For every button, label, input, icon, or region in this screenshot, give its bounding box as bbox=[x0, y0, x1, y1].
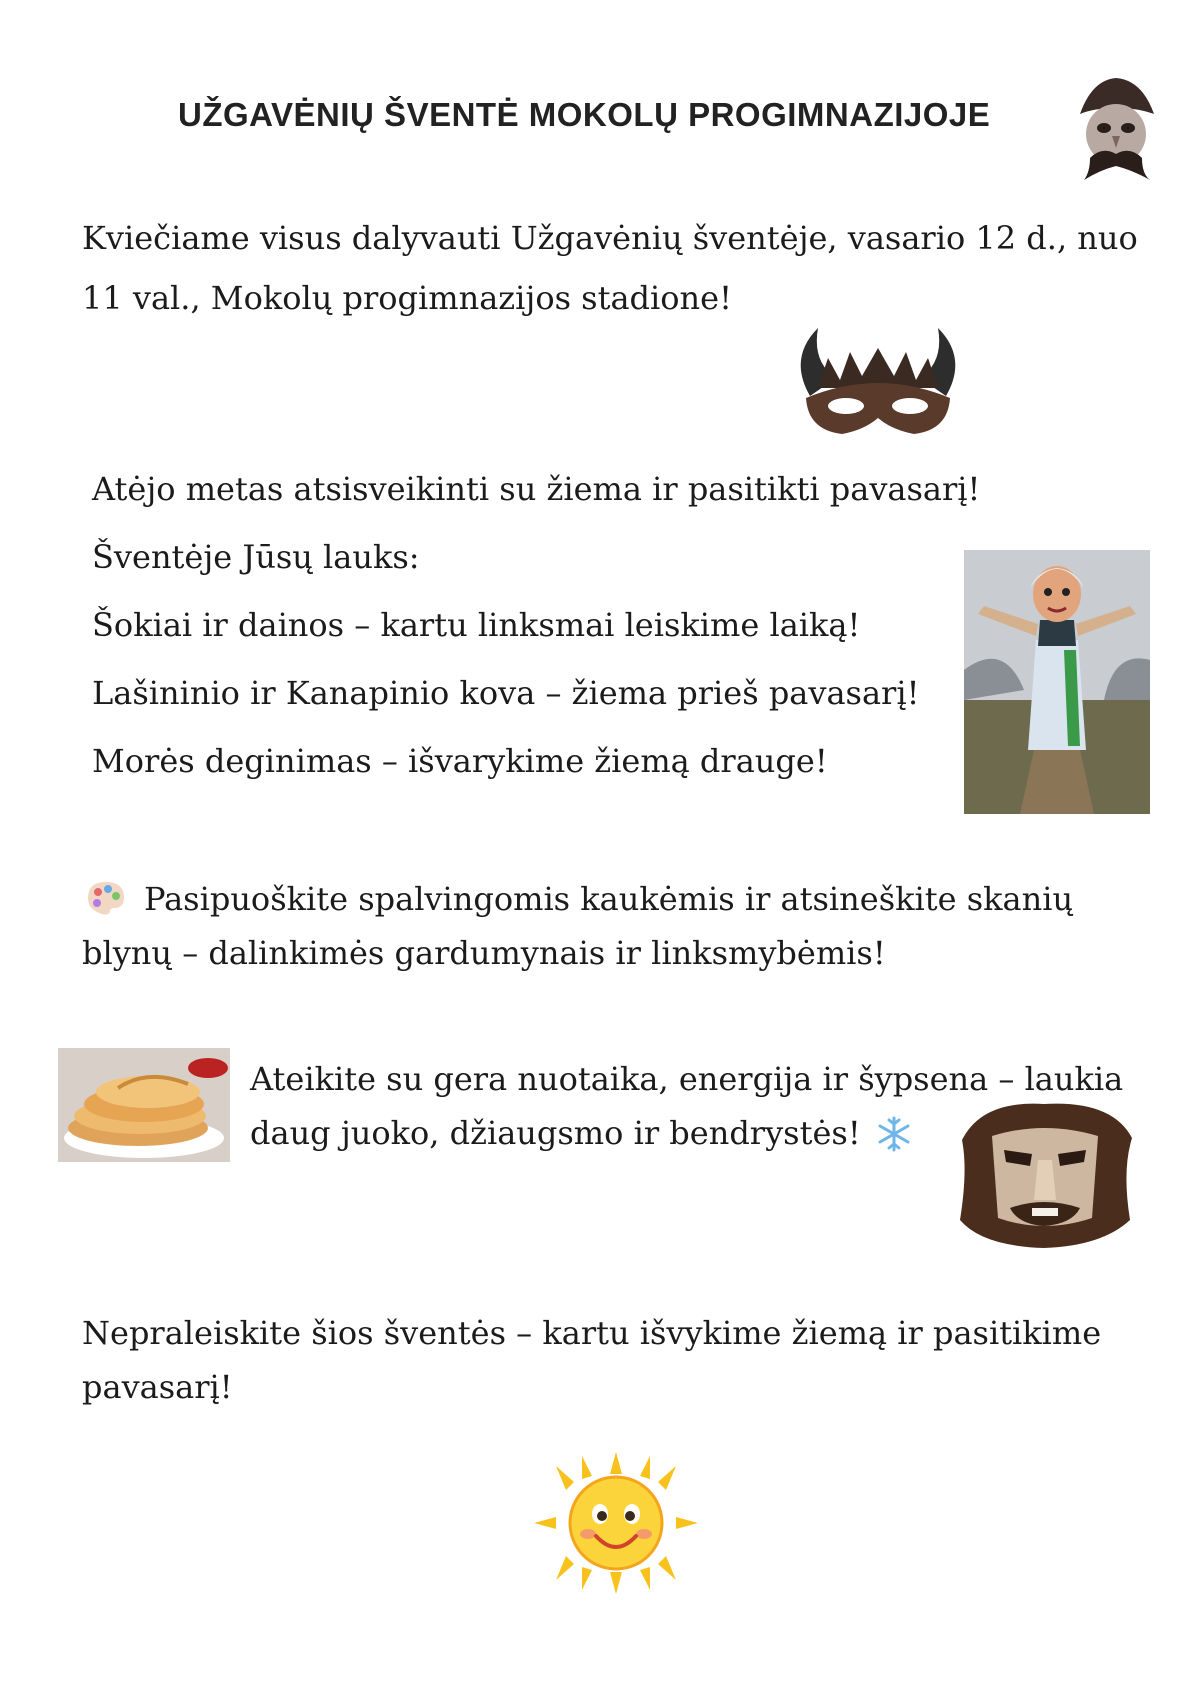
palette-icon bbox=[86, 880, 126, 916]
smiling-sun-icon bbox=[534, 1452, 698, 1594]
page-title: UŽGAVĖNIŲ ŠVENTĖ MOKOLŲ PROGIMNAZIJOJE bbox=[178, 96, 991, 133]
closing-line-1: Nepraleiskite šios šventės – kartu išvykime žiemą ir pasitikime bbox=[82, 1314, 1102, 1352]
masks-note-line-1: Pasipuoškite spalvingomis kaukėmis ir atsineškite skanių bbox=[144, 880, 1074, 918]
closing-line-2: pavasarį! bbox=[82, 1368, 233, 1406]
program-item-fight: Lašininio ir Kanapinio kova – žiema prieš pavasarį! bbox=[92, 674, 920, 712]
snowflake-icon bbox=[876, 1116, 912, 1152]
program-heading: Šventėje Jūsų lauks: bbox=[92, 538, 420, 576]
mood-note-line-1: Ateikite su gera nuotaika, energija ir šypsena – laukia bbox=[250, 1060, 1124, 1098]
masks-note-line-2: blynų – dalinkimės gardumynais ir linksmybėmis! bbox=[82, 934, 886, 972]
program-item-dances: Šokiai ir dainos – kartu linksmai leiskime laiką! bbox=[92, 606, 861, 644]
program-item-burning: Morės deginimas – išvarykime žiemą drauge! bbox=[92, 742, 828, 780]
pancakes-icon bbox=[58, 1048, 230, 1162]
invitation-text bbox=[82, 208, 1138, 328]
mood-note-line-2: daug juoko, džiaugsmo ir bendrystės! bbox=[250, 1114, 861, 1152]
folk-mask-icon bbox=[1072, 74, 1160, 186]
invitation-line-2: 11 val., Mokolų progimnazijos stadione! bbox=[82, 279, 732, 317]
more-effigy-icon bbox=[964, 550, 1150, 814]
program-intro: Atėjo metas atsisveikinti su žiema ir pasitikti pavasarį! bbox=[92, 470, 981, 508]
horned-mask-icon bbox=[788, 318, 968, 446]
invitation-line-1: Kviečiame visus dalyvauti Užgavėnių šventėje, vasario 12 d., nuo bbox=[82, 219, 1138, 257]
troll-mask-icon bbox=[952, 1100, 1138, 1248]
